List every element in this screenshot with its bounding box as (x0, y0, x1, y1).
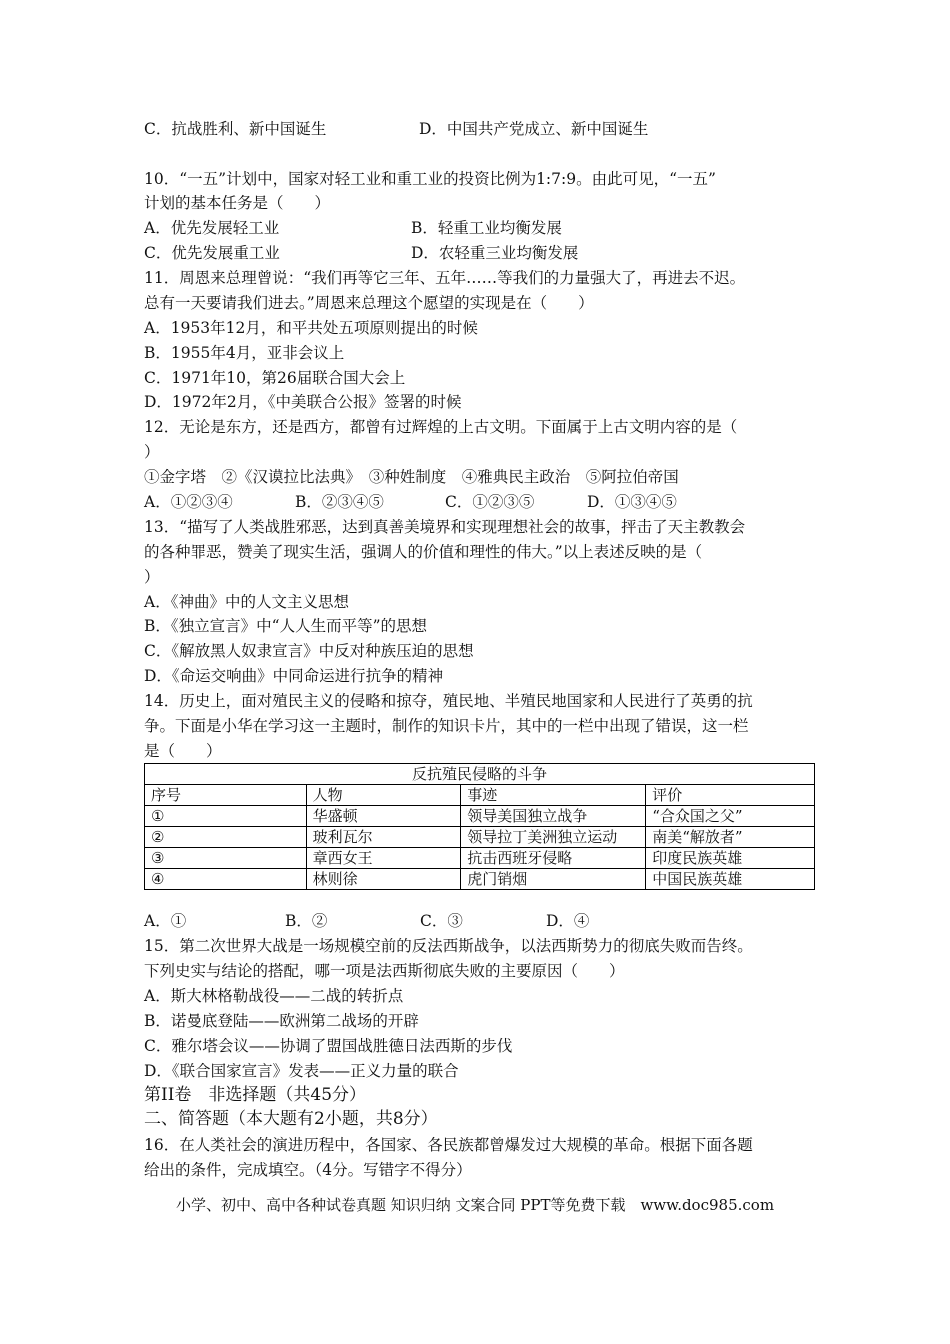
table-cell: “合众国之父” (646, 806, 815, 827)
q12-items: ①金字塔 ②《汉谟拉比法典》 ③种姓制度 ④雅典民主政治 ⑤阿拉伯帝国 (144, 468, 679, 486)
q10-option-d: D．农轻重三业均衡发展 (411, 244, 579, 262)
q15-stem-line1: 15．第二次世界大战是一场规模空前的反法西斯战争，以法西斯势力的彻底失败而告终。 (144, 937, 753, 955)
q15-option-d: D．《联合国家宣言》发表——正义力量的联合 (144, 1062, 459, 1080)
table-cell: 印度民族英雄 (646, 848, 815, 869)
q16-stem-line1: 16．在人类社会的演进历程中，各国家、各民族都曾爆发过大规模的革命。根据下面各题 (144, 1136, 753, 1154)
q15-option-c: C．雅尔塔会议——协调了盟国战胜德日法西斯的步伐 (144, 1037, 513, 1055)
table-row (145, 869, 815, 890)
q9-option-d: D．中国共产党成立、新中国诞生 (419, 120, 649, 138)
q14-option-b: B．② (285, 912, 328, 930)
table-cell: 领导拉丁美洲独立运动 (461, 827, 646, 848)
q15-option-a: A．斯大林格勒战役——二战的转折点 (144, 987, 404, 1005)
table-cell: 领导美国独立战争 (461, 806, 646, 827)
page-footer: 小学、初中、高中各种试卷真题 知识归纳 文案合同 PPT等免费下载 www.doc985.com (175, 1196, 775, 1214)
q11-stem-line1: 11．周恩来总理曾说：“我们再等它三年、五年……等我们的力量强大了，再进去不迟。 (144, 269, 746, 287)
table-caption-row (145, 764, 815, 785)
q14-option-d: D．④ (546, 912, 590, 930)
table-cell: 抗击西班牙侵略 (461, 848, 646, 869)
q11-option-d: D．1972年2月，《中美联合公报》签署的时候 (144, 393, 462, 411)
q15-stem-line2: 下列史实与结论的搭配，哪一项是法西斯彻底失败的主要原因（ ） (144, 962, 625, 980)
table-cell: ④ (145, 869, 307, 890)
table-header-cell: 事迹 (461, 785, 646, 806)
q14-option-a: A．① (144, 912, 187, 930)
table-cell: ② (145, 827, 307, 848)
table-cell: 华盛顿 (306, 806, 461, 827)
table-cell: ③ (145, 848, 307, 869)
q12-option-b: B．②③④⑤ (295, 493, 384, 511)
table-cell: 中国民族英雄 (646, 869, 815, 890)
q14-stem-line2: 争。下面是小华在学习这一主题时，制作的知识卡片，其中的一栏中出现了错误，这一栏 (144, 717, 749, 735)
q12-option-a: A．①②③④ (144, 493, 233, 511)
q16-stem-line2: 给出的条件，完成填空。（4分。写错字不得分） (144, 1161, 472, 1179)
q12-option-c: C．①②③⑤ (445, 493, 535, 511)
q9-option-c: C．抗战胜利、新中国诞生 (144, 120, 327, 138)
q10-option-a: A．优先发展轻工业 (144, 219, 280, 237)
table-row (145, 806, 815, 827)
q11-option-b: B．1955年4月，亚非会议上 (144, 344, 345, 362)
table-cell: 玻利瓦尔 (306, 827, 461, 848)
q14-stem-line3: 是（ ） (144, 742, 222, 760)
q10-stem-line1: 10．“一五”计划中，国家对轻工业和重工业的投资比例为1:7:9。由此可见，“一五” (144, 170, 716, 188)
q11-stem-line2: 总有一天要请我们进去。”周恩来总理这个愿望的实现是在（ ） (144, 294, 594, 312)
table-header-cell: 评价 (646, 785, 815, 806)
q13-option-d: D．《命运交响曲》中同命运进行抗争的精神 (144, 667, 444, 685)
table-caption: 反抗殖民侵略的斗争 (145, 764, 815, 785)
q10-option-c: C．优先发展重工业 (144, 244, 280, 262)
q10-option-b: B．轻重工业均衡发展 (411, 219, 562, 237)
q14-stem-line1: 14．历史上，面对殖民主义的侵略和掠夺，殖民地、半殖民地国家和人民进行了英勇的抗 (144, 692, 753, 710)
table-cell: 虎门销烟 (461, 869, 646, 890)
part2-title: 第II卷 非选择题（共45分） (144, 1085, 367, 1105)
q12-option-d: D．①③④⑤ (587, 493, 677, 511)
table-cell: 章西女王 (306, 848, 461, 869)
section2-title: 二、简答题（本大题有2小题，共8分） (144, 1109, 438, 1129)
q13-stem-line3: ） (144, 568, 160, 586)
table-row (145, 827, 815, 848)
q11-option-a: A．1953年12月，和平共处五项原则提出的时候 (144, 319, 478, 337)
table-cell: ① (145, 806, 307, 827)
knowledge-card-table (144, 763, 815, 890)
q13-stem-line2: 的各种罪恶，赞美了现实生活，强调人的价值和理性的伟大。”以上表述反映的是（ (144, 543, 703, 561)
q10-stem-line2: 计划的基本任务是（ ） (144, 194, 331, 212)
q13-option-b: B．《独立宣言》中“人人生而平等”的思想 (144, 617, 427, 635)
q13-option-a: A．《神曲》中的人文主义思想 (144, 593, 349, 611)
q11-option-c: C．1971年10，第26届联合国大会上 (144, 369, 406, 387)
q15-option-b: B．诺曼底登陆——欧洲第二战场的开辟 (144, 1012, 419, 1030)
table-header-cell: 序号 (145, 785, 307, 806)
table-row (145, 848, 815, 869)
table-header-cell: 人物 (306, 785, 461, 806)
q13-option-c: C．《解放黑人奴隶宣言》中反对种族压迫的思想 (144, 642, 474, 660)
q13-stem-line1: 13．“描写了人类战胜邪恶，达到真善美境界和实现理想社会的故事，抨击了天主教教会 (144, 518, 746, 536)
q12-stem-line1: 12．无论是东方，还是西方，都曾有过辉煌的上古文明。下面属于上古文明内容的是（ (144, 418, 738, 436)
table-header-row (145, 785, 815, 806)
q12-stem-line2: ） (144, 443, 160, 461)
table-cell: 南美“解放者” (646, 827, 815, 848)
q14-option-c: C．③ (420, 912, 463, 930)
table-cell: 林则徐 (306, 869, 461, 890)
